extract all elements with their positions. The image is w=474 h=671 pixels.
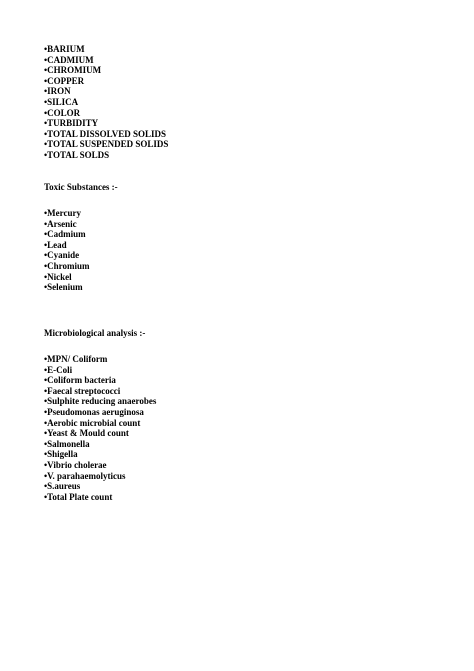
microbiological-analysis-heading: Microbiological analysis :- <box>44 328 146 338</box>
microbiological-analysis-list <box>44 354 156 502</box>
list-item: •Coliform bacteria <box>44 375 116 386</box>
list-item: •V. parahaemolyticus <box>44 470 126 481</box>
list-item: •Faecal streptococci <box>44 385 121 396</box>
list-item: •Mercury <box>44 208 81 218</box>
list-item: •Lead <box>44 239 67 250</box>
list-item: •Pseudomonas aeruginosa <box>44 406 144 417</box>
list-item: •Chromium <box>44 260 90 271</box>
list-item: •TOTAL SUSPENDED SOLIDS <box>44 139 169 150</box>
list-item: •Nickel <box>44 271 72 282</box>
list-item: •Salmonella <box>44 438 90 449</box>
list-item: •BARIUM <box>44 44 85 54</box>
list-item: •S.aureus <box>44 481 81 492</box>
list-item: •Cyanide <box>44 250 80 261</box>
list-item: •CHROMIUM <box>44 65 102 76</box>
list-item: •Cadmium <box>44 229 86 240</box>
list-item: •TOTAL SOLDS <box>44 149 110 160</box>
list-item: •COLOR <box>44 107 81 118</box>
list-item: •TURBIDITY <box>44 118 99 129</box>
toxic-substances-list <box>44 208 90 293</box>
list-item: •E-Coli <box>44 364 73 375</box>
list-item: •Vibrio cholerae <box>44 459 107 470</box>
parameters-list <box>44 44 168 161</box>
list-item: •COPPER <box>44 75 85 86</box>
list-item: •CADMIUM <box>44 54 94 65</box>
list-item: •TOTAL DISSOLVED SOLIDS <box>44 128 167 139</box>
list-item: •Selenium <box>44 282 83 293</box>
list-item: •IRON <box>44 86 71 97</box>
toxic-substances-heading: Toxic Substances :- <box>44 182 118 192</box>
list-item: •Yeast & Mould count <box>44 428 129 439</box>
list-item: •Sulphite reducing anaerobes <box>44 396 157 407</box>
list-item: •SILICA <box>44 96 79 107</box>
list-item: •Aerobic microbial count <box>44 417 141 428</box>
list-item: •Total Plate count <box>44 491 113 502</box>
list-item: •Shigella <box>44 449 78 460</box>
list-item: •MPN/ Coliform <box>44 354 108 364</box>
list-item: •Arsenic <box>44 218 77 229</box>
